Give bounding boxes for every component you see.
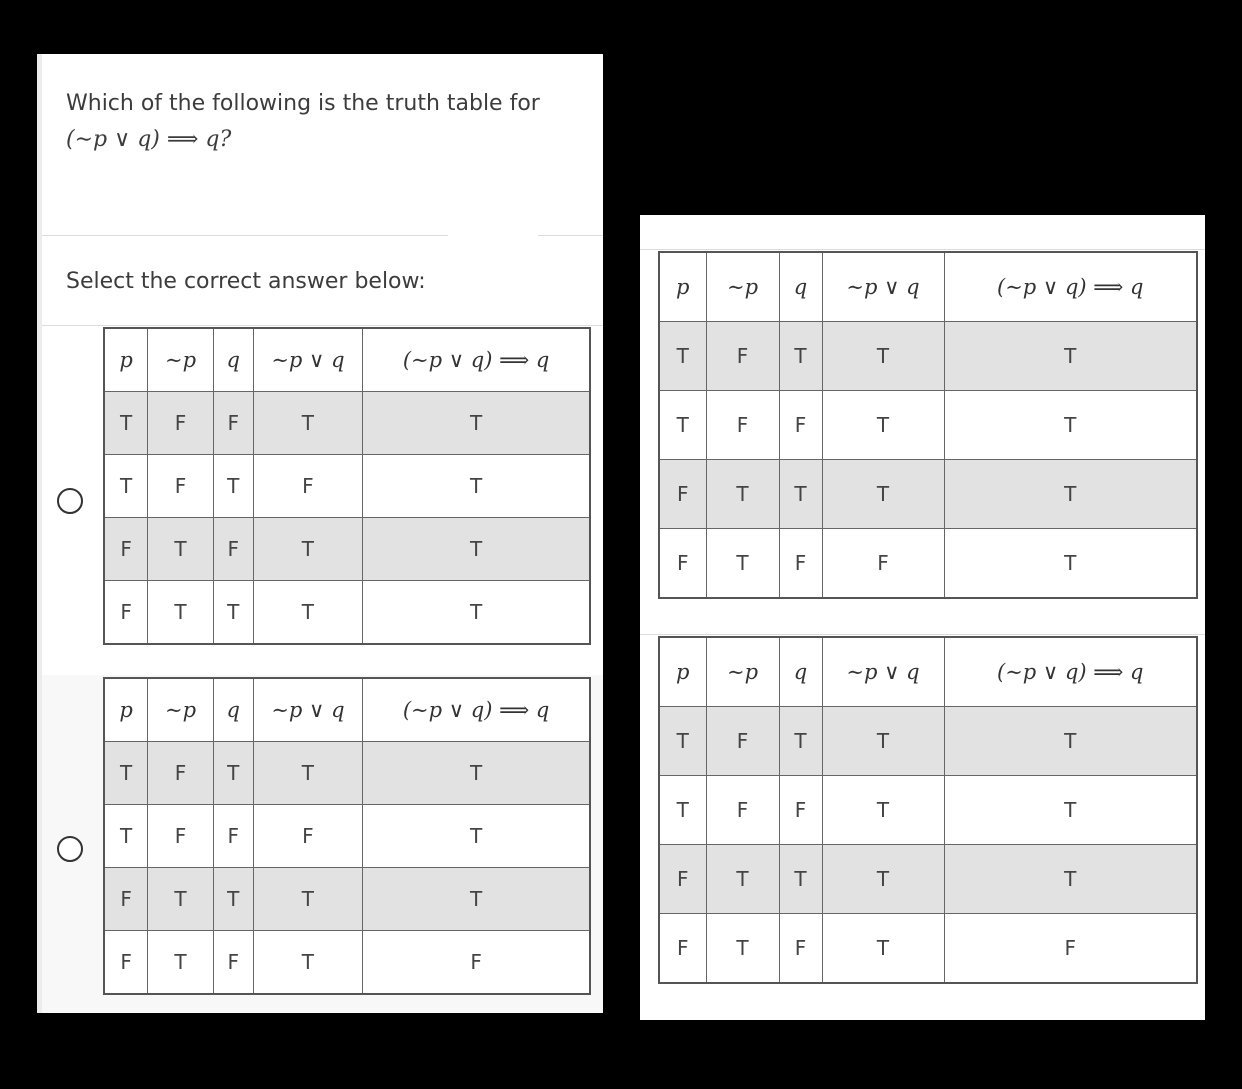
column-header: ∼p ∨ q — [822, 637, 944, 707]
table-row — [104, 931, 590, 995]
table-row — [104, 868, 590, 931]
answer-prompt: Select the correct answer below: — [66, 269, 426, 294]
table-cell: T — [822, 845, 944, 914]
table-cell: F — [706, 776, 779, 845]
table-cell: T — [822, 460, 944, 529]
table-cell: F — [213, 931, 253, 995]
table-cell: T — [213, 455, 253, 518]
table-cell: F — [253, 805, 363, 868]
table-cell: T — [944, 322, 1197, 391]
table-cell: T — [706, 845, 779, 914]
table-cell: T — [213, 868, 253, 931]
table-cell: T — [363, 455, 590, 518]
table-cell: F — [659, 460, 706, 529]
table-cell: F — [779, 391, 822, 460]
table-cell: T — [779, 707, 822, 776]
column-header: q — [779, 252, 822, 322]
table-header-row — [104, 678, 590, 742]
column-header: (∼p ∨ q) ⟹ q — [944, 637, 1197, 707]
table-cell: T — [363, 868, 590, 931]
divider — [640, 249, 1205, 250]
column-header: ∼p — [148, 328, 214, 392]
table-cell: F — [148, 392, 214, 455]
question-expression: (∼p ∨ q) ⟹ q? — [66, 127, 232, 152]
table-cell: T — [213, 742, 253, 805]
table-cell: F — [779, 529, 822, 599]
table-row — [104, 518, 590, 581]
table-cell: F — [148, 455, 214, 518]
table-header-row — [659, 252, 1197, 322]
answer-options-panel — [640, 215, 1205, 1020]
column-header: (∼p ∨ q) ⟹ q — [363, 328, 590, 392]
table-header-row — [659, 637, 1197, 707]
table-cell: F — [104, 518, 148, 581]
column-header: ∼p — [706, 637, 779, 707]
table-row — [104, 805, 590, 868]
column-header: p — [104, 678, 148, 742]
table-cell: F — [944, 914, 1197, 984]
column-header: q — [213, 328, 253, 392]
table-cell: F — [706, 391, 779, 460]
table-cell: F — [213, 392, 253, 455]
table-cell: T — [706, 460, 779, 529]
divider — [538, 235, 603, 236]
table-cell: T — [363, 518, 590, 581]
divider — [640, 634, 1205, 635]
question-line: Which of the following is the truth table for — [66, 91, 540, 116]
answer-option-3-table[interactable] — [658, 251, 1198, 599]
table-row — [659, 707, 1197, 776]
column-header: ∼p ∨ q — [822, 252, 944, 322]
table-cell: T — [779, 845, 822, 914]
table-cell: T — [253, 581, 363, 645]
divider — [42, 235, 448, 236]
table-cell: T — [659, 776, 706, 845]
table-cell: T — [659, 322, 706, 391]
table-cell: T — [944, 776, 1197, 845]
table-cell: T — [659, 391, 706, 460]
table-cell: T — [659, 707, 706, 776]
table-cell: F — [104, 581, 148, 645]
table-cell: T — [148, 518, 214, 581]
table-cell: T — [822, 391, 944, 460]
table-cell: F — [148, 805, 214, 868]
table-row — [659, 914, 1197, 984]
table-cell: F — [659, 529, 706, 599]
table-cell: T — [363, 581, 590, 645]
answer-option-1-table[interactable] — [103, 327, 591, 645]
table-cell: T — [148, 868, 214, 931]
table-cell: T — [363, 805, 590, 868]
answer-option-2-table[interactable] — [103, 677, 591, 995]
column-header: (∼p ∨ q) ⟹ q — [944, 252, 1197, 322]
column-header: ∼p ∨ q — [253, 678, 363, 742]
table-row — [659, 322, 1197, 391]
table-cell: T — [213, 581, 253, 645]
table-row — [659, 776, 1197, 845]
table-cell: T — [944, 460, 1197, 529]
table-cell: T — [822, 914, 944, 984]
table-cell: F — [253, 455, 363, 518]
table-cell: T — [104, 455, 148, 518]
column-header: p — [659, 252, 706, 322]
table-cell: T — [944, 707, 1197, 776]
table-cell: F — [104, 931, 148, 995]
table-cell: T — [104, 742, 148, 805]
column-header: q — [779, 637, 822, 707]
table-cell: T — [253, 931, 363, 995]
table-cell: T — [779, 460, 822, 529]
table-cell: T — [363, 392, 590, 455]
table-cell: T — [944, 529, 1197, 599]
table-cell: T — [104, 392, 148, 455]
table-cell: T — [104, 805, 148, 868]
table-cell: F — [104, 868, 148, 931]
table-row — [104, 455, 590, 518]
column-header: q — [213, 678, 253, 742]
column-header: (∼p ∨ q) ⟹ q — [363, 678, 590, 742]
table-cell: T — [706, 529, 779, 599]
table-cell: F — [213, 518, 253, 581]
table-cell: T — [706, 914, 779, 984]
table-cell: T — [253, 868, 363, 931]
table-row — [104, 392, 590, 455]
table-cell: T — [253, 392, 363, 455]
table-row — [659, 529, 1197, 599]
question-panel — [37, 54, 603, 1013]
table-cell: T — [253, 518, 363, 581]
table-cell: F — [779, 914, 822, 984]
table-cell: F — [213, 805, 253, 868]
table-cell: F — [659, 914, 706, 984]
table-header-row — [104, 328, 590, 392]
table-row — [104, 742, 590, 805]
table-cell: F — [822, 529, 944, 599]
table-row — [659, 460, 1197, 529]
table-cell: T — [779, 322, 822, 391]
column-header: ∼p — [706, 252, 779, 322]
answer-option-4-table[interactable] — [658, 636, 1198, 984]
table-cell: T — [822, 322, 944, 391]
answer-option-1-radio[interactable] — [57, 488, 83, 514]
table-cell: F — [659, 845, 706, 914]
table-cell: T — [822, 776, 944, 845]
table-cell: T — [944, 845, 1197, 914]
column-header: ∼p ∨ q — [253, 328, 363, 392]
table-cell: F — [363, 931, 590, 995]
answer-option-2-radio[interactable] — [57, 836, 83, 862]
column-header: p — [659, 637, 706, 707]
table-row — [104, 581, 590, 645]
column-header: p — [104, 328, 148, 392]
table-cell: F — [706, 707, 779, 776]
table-cell: T — [944, 391, 1197, 460]
table-row — [659, 391, 1197, 460]
table-cell: F — [706, 322, 779, 391]
table-cell: T — [148, 581, 214, 645]
divider — [42, 325, 603, 326]
column-header: ∼p — [148, 678, 214, 742]
table-cell: T — [822, 707, 944, 776]
table-row — [659, 845, 1197, 914]
table-cell: T — [253, 742, 363, 805]
table-cell: F — [148, 742, 214, 805]
table-cell: T — [363, 742, 590, 805]
question-text — [66, 86, 540, 158]
table-cell: F — [779, 776, 822, 845]
table-cell: T — [148, 931, 214, 995]
